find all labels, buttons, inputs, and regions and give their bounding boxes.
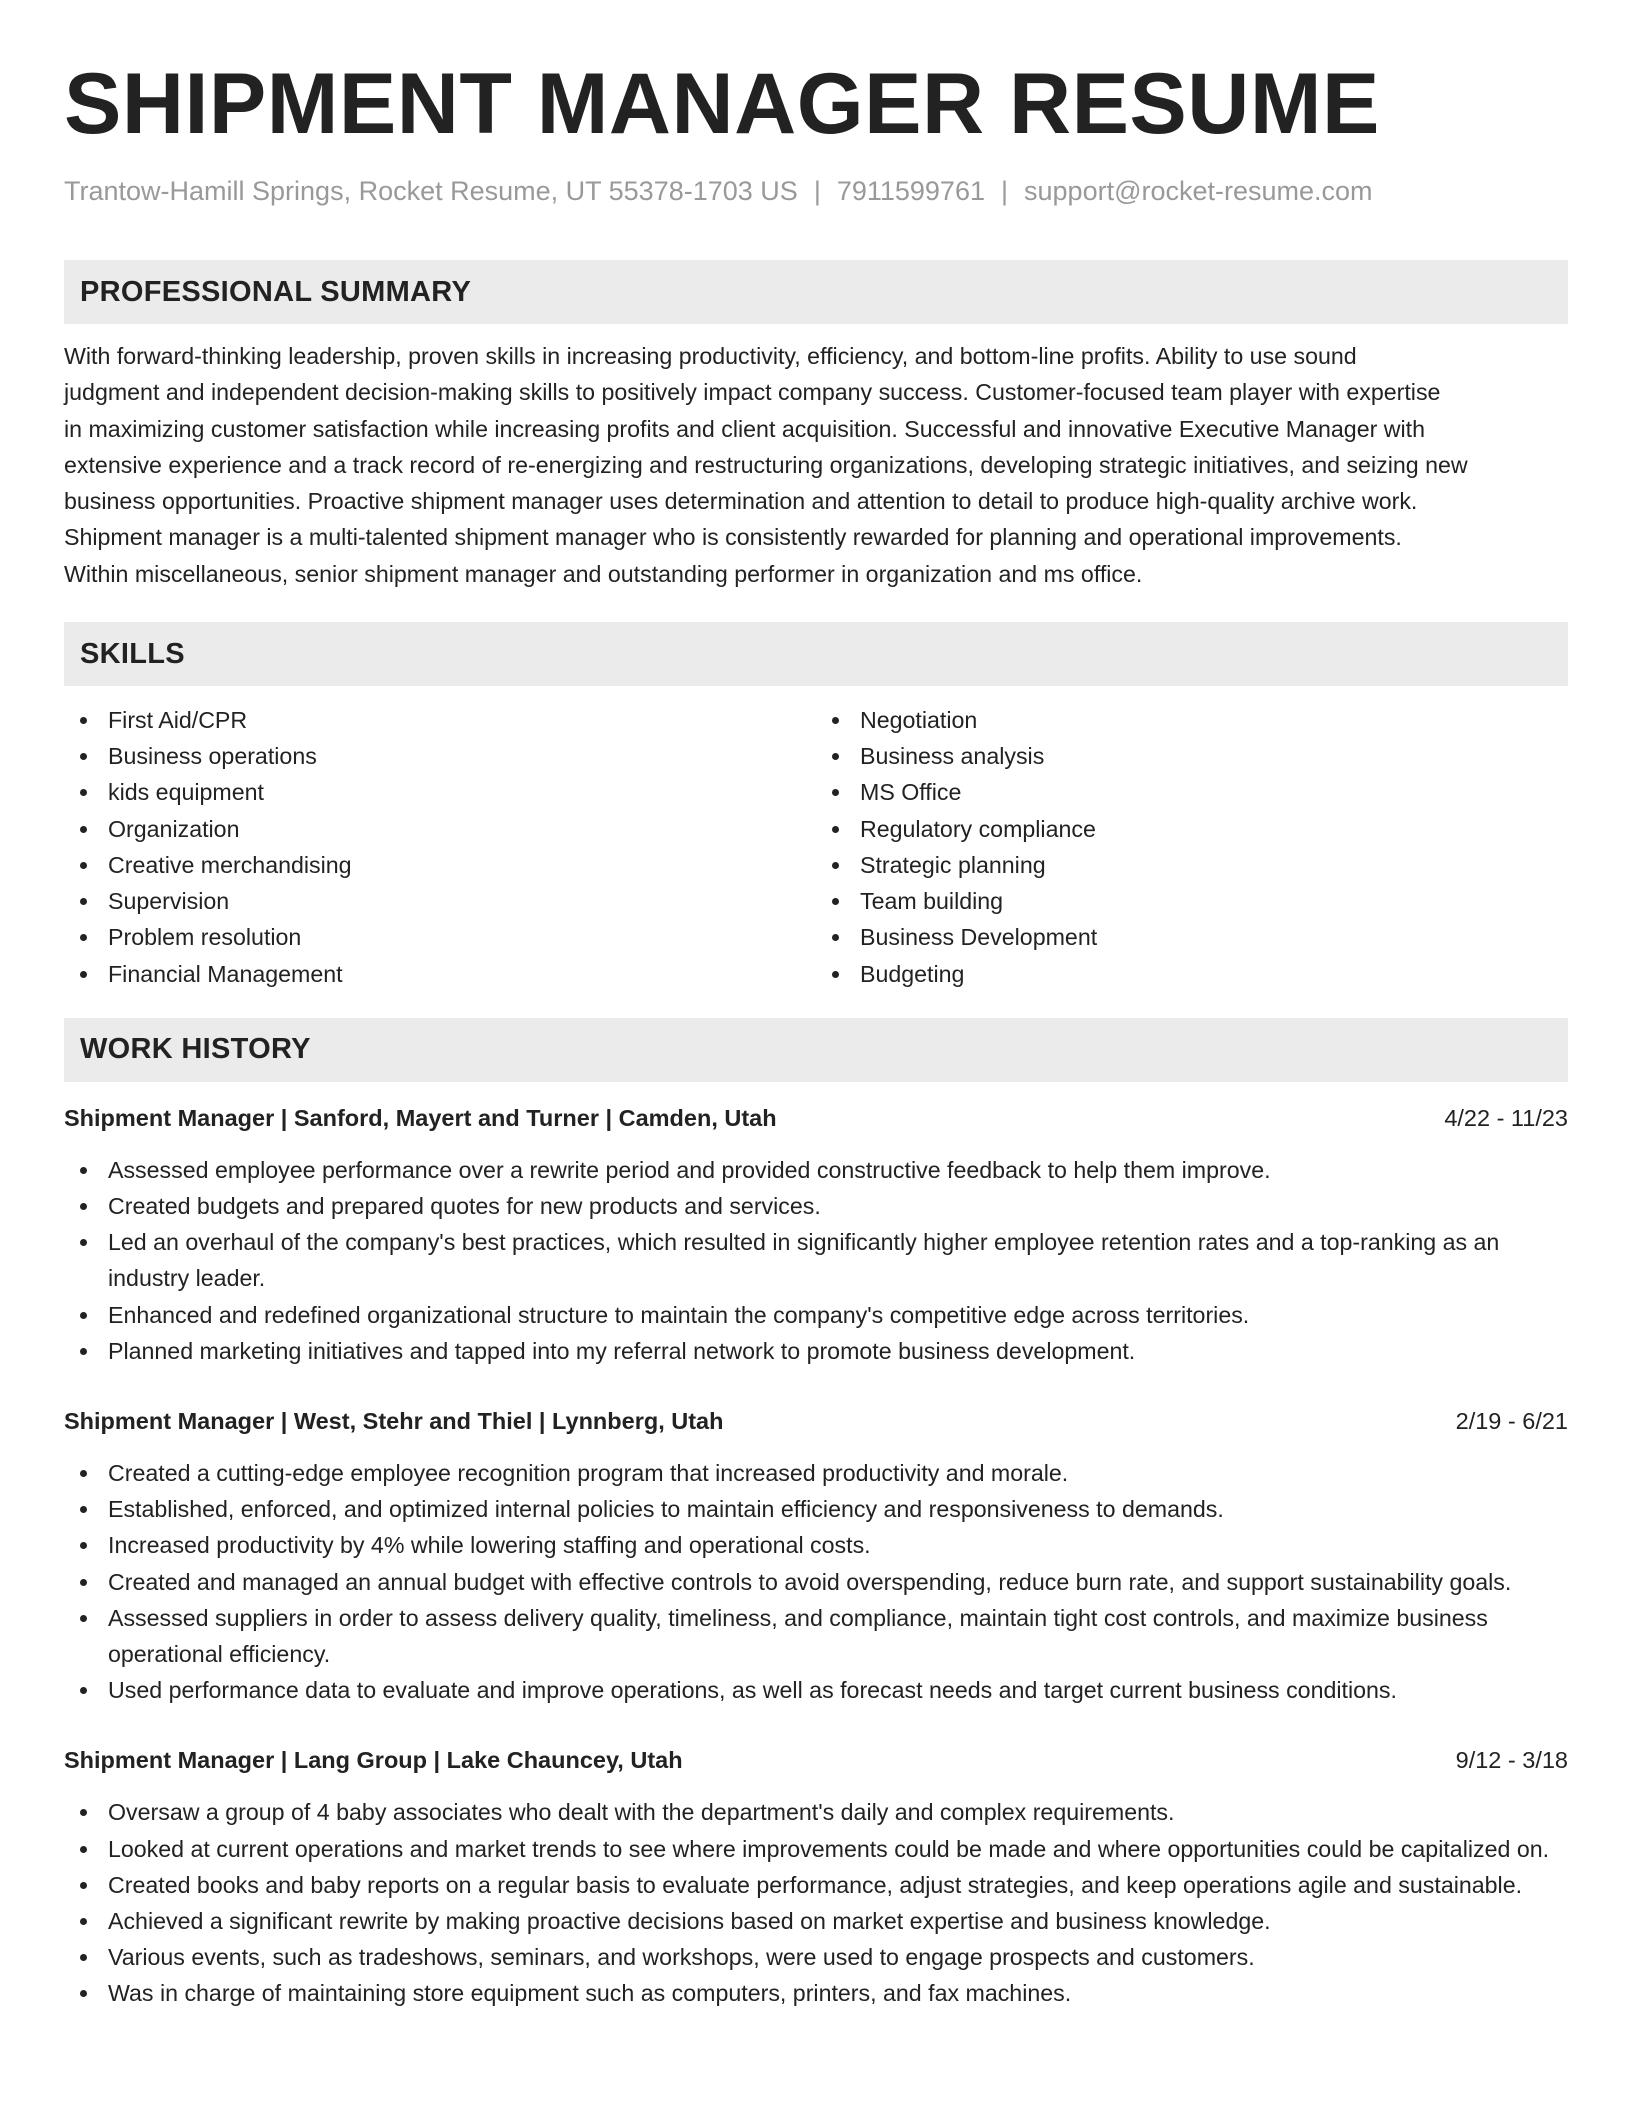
job-title: Shipment Manager | West, Stehr and Thiel | Lynnberg, Utah: [64, 1407, 724, 1434]
skills-column-left: [64, 702, 816, 992]
skill-item: Strategic planning: [816, 847, 1568, 883]
job-bullet: Planned marketing initiatives and tapped into my referral network to promote business development.: [64, 1333, 1568, 1369]
skill-item: kids equipment: [64, 774, 816, 810]
skill-item: Creative merchandising: [64, 847, 816, 883]
job-bullet: Assessed employee performance over a rewrite period and provided constructive feedback to help them improve.: [64, 1152, 1568, 1188]
contact-address: Trantow-Hamill Springs, Rocket Resume, UT 55378-1703 US: [64, 176, 798, 206]
job-bullet: Looked at current operations and market trends to see where improvements could be made and where opportunities could be capitalized on.: [64, 1831, 1568, 1867]
job-bullet: Established, enforced, and optimized internal policies to maintain efficiency and responsiveness to demands.: [64, 1491, 1568, 1527]
summary-line: Shipment manager is a multi-talented shipment manager who is consistently rewarded for planning and operational improvements.: [64, 524, 1402, 551]
job-dates: 4/22 - 11/23: [1444, 1104, 1568, 1131]
job-entry: [64, 1742, 1568, 2011]
contact-separator: |: [813, 176, 821, 206]
skill-item: First Aid/CPR: [64, 702, 816, 738]
job-entry: [64, 1403, 1568, 1708]
job-title: Shipment Manager | Sanford, Mayert and Turner | Camden, Utah: [64, 1104, 777, 1131]
job-bullet: Led an overhaul of the company's best practices, which resulted in significantly higher employee retention rates and a top-ranking as an industry leader.: [64, 1224, 1568, 1296]
skill-item: Budgeting: [816, 956, 1568, 992]
summary-line: With forward-thinking leadership, proven skills in increasing productivity, efficiency, and bottom-line profits. Ability to use sound: [64, 343, 1357, 369]
resume-page: [64, 0, 1568, 2012]
job-bullet: Created books and baby reports on a regular basis to evaluate performance, adjust strategies, and keep operations agile and sustainable.: [64, 1867, 1568, 1903]
skills-list: [64, 702, 1568, 992]
contact-email: support@rocket-resume.com: [1024, 176, 1373, 206]
job-bullet: Achieved a significant rewrite by making proactive decisions based on market expertise and business knowledge.: [64, 1903, 1568, 1939]
skill-item: Financial Management: [64, 956, 816, 992]
contact-phone: 7911599761: [836, 176, 985, 206]
summary-line: extensive experience and a track record of re-energizing and restructuring organizations, developing strategic initiatives, and seizing new: [64, 451, 1468, 478]
job-bullet: Created and managed an annual budget with effective controls to avoid overspending, reduce burn rate, and support sustainability goals.: [64, 1564, 1568, 1600]
job-bullet: Oversaw a group of 4 baby associates who dealt with the department's daily and complex requirements.: [64, 1794, 1568, 1830]
job-bullet: Created budgets and prepared quotes for new products and services.: [64, 1188, 1568, 1224]
skill-item: Business operations: [64, 738, 816, 774]
job-bullets: [64, 1152, 1568, 1369]
contact-separator: |: [1001, 176, 1009, 206]
skill-item: Problem resolution: [64, 919, 816, 955]
summary-line: judgment and independent decision-making skills to positively impact company success. Customer-focused team player with expertise: [64, 379, 1441, 406]
job-bullet: Various events, such as tradeshows, seminars, and workshops, were used to engage prospects and customers.: [64, 1939, 1568, 1975]
skill-item: Business analysis: [816, 738, 1568, 774]
job-dates: 2/19 - 6/21: [1455, 1407, 1568, 1434]
job-bullet: Increased productivity by 4% while lowering staffing and operational costs.: [64, 1527, 1568, 1563]
job-bullet: Created a cutting-edge employee recognition program that increased productivity and morale.: [64, 1455, 1568, 1491]
job-entry: [64, 1100, 1568, 1369]
summary-line: in maximizing customer satisfaction while increasing profits and client acquisition. Successful and innovative Executive Manager with: [64, 415, 1425, 442]
contact-line: [64, 174, 1568, 208]
summary-line: business opportunities. Proactive shipment manager uses determination and attention to detail to produce high-quality archive work.: [64, 488, 1418, 515]
job-bullet: Assessed suppliers in order to assess delivery quality, timeliness, and compliance, maintain tight cost controls, and maximize business operational efficiency.: [64, 1600, 1568, 1672]
skill-item: Team building: [816, 883, 1568, 919]
skill-item: Regulatory compliance: [816, 811, 1568, 847]
job-bullet: Used performance data to evaluate and improve operations, as well as forecast needs and target current business conditions.: [64, 1672, 1568, 1708]
skill-item: Business Development: [816, 919, 1568, 955]
section-header-professional-summary: PROFESSIONAL SUMMARY: [64, 260, 1568, 324]
job-dates: 9/12 - 3/18: [1455, 1747, 1568, 1774]
skill-item: Supervision: [64, 883, 816, 919]
section-header-work-history: WORK HISTORY: [64, 1018, 1568, 1082]
job-bullet: Enhanced and redefined organizational structure to maintain the company's competitive edge across territories.: [64, 1297, 1568, 1333]
job-bullets: [64, 1794, 1568, 2011]
skills-column-right: [816, 702, 1568, 992]
job-title: Shipment Manager | Lang Group | Lake Chauncey, Utah: [64, 1747, 683, 1774]
professional-summary: [64, 338, 1568, 592]
job-header: [64, 1403, 1568, 1439]
skill-item: Organization: [64, 811, 816, 847]
section-header-skills: SKILLS: [64, 622, 1568, 686]
skill-item: Negotiation: [816, 702, 1568, 738]
resume-title: SHIPMENT MANAGER RESUME: [64, 56, 1380, 152]
job-header: [64, 1100, 1568, 1136]
job-bullet: Was in charge of maintaining store equipment such as computers, printers, and fax machines.: [64, 1975, 1568, 2011]
job-bullets: [64, 1455, 1568, 1708]
summary-line: Within miscellaneous, senior shipment manager and outstanding performer in organization and ms office.: [64, 560, 1143, 587]
skill-item: MS Office: [816, 774, 1568, 810]
job-header: [64, 1742, 1568, 1778]
